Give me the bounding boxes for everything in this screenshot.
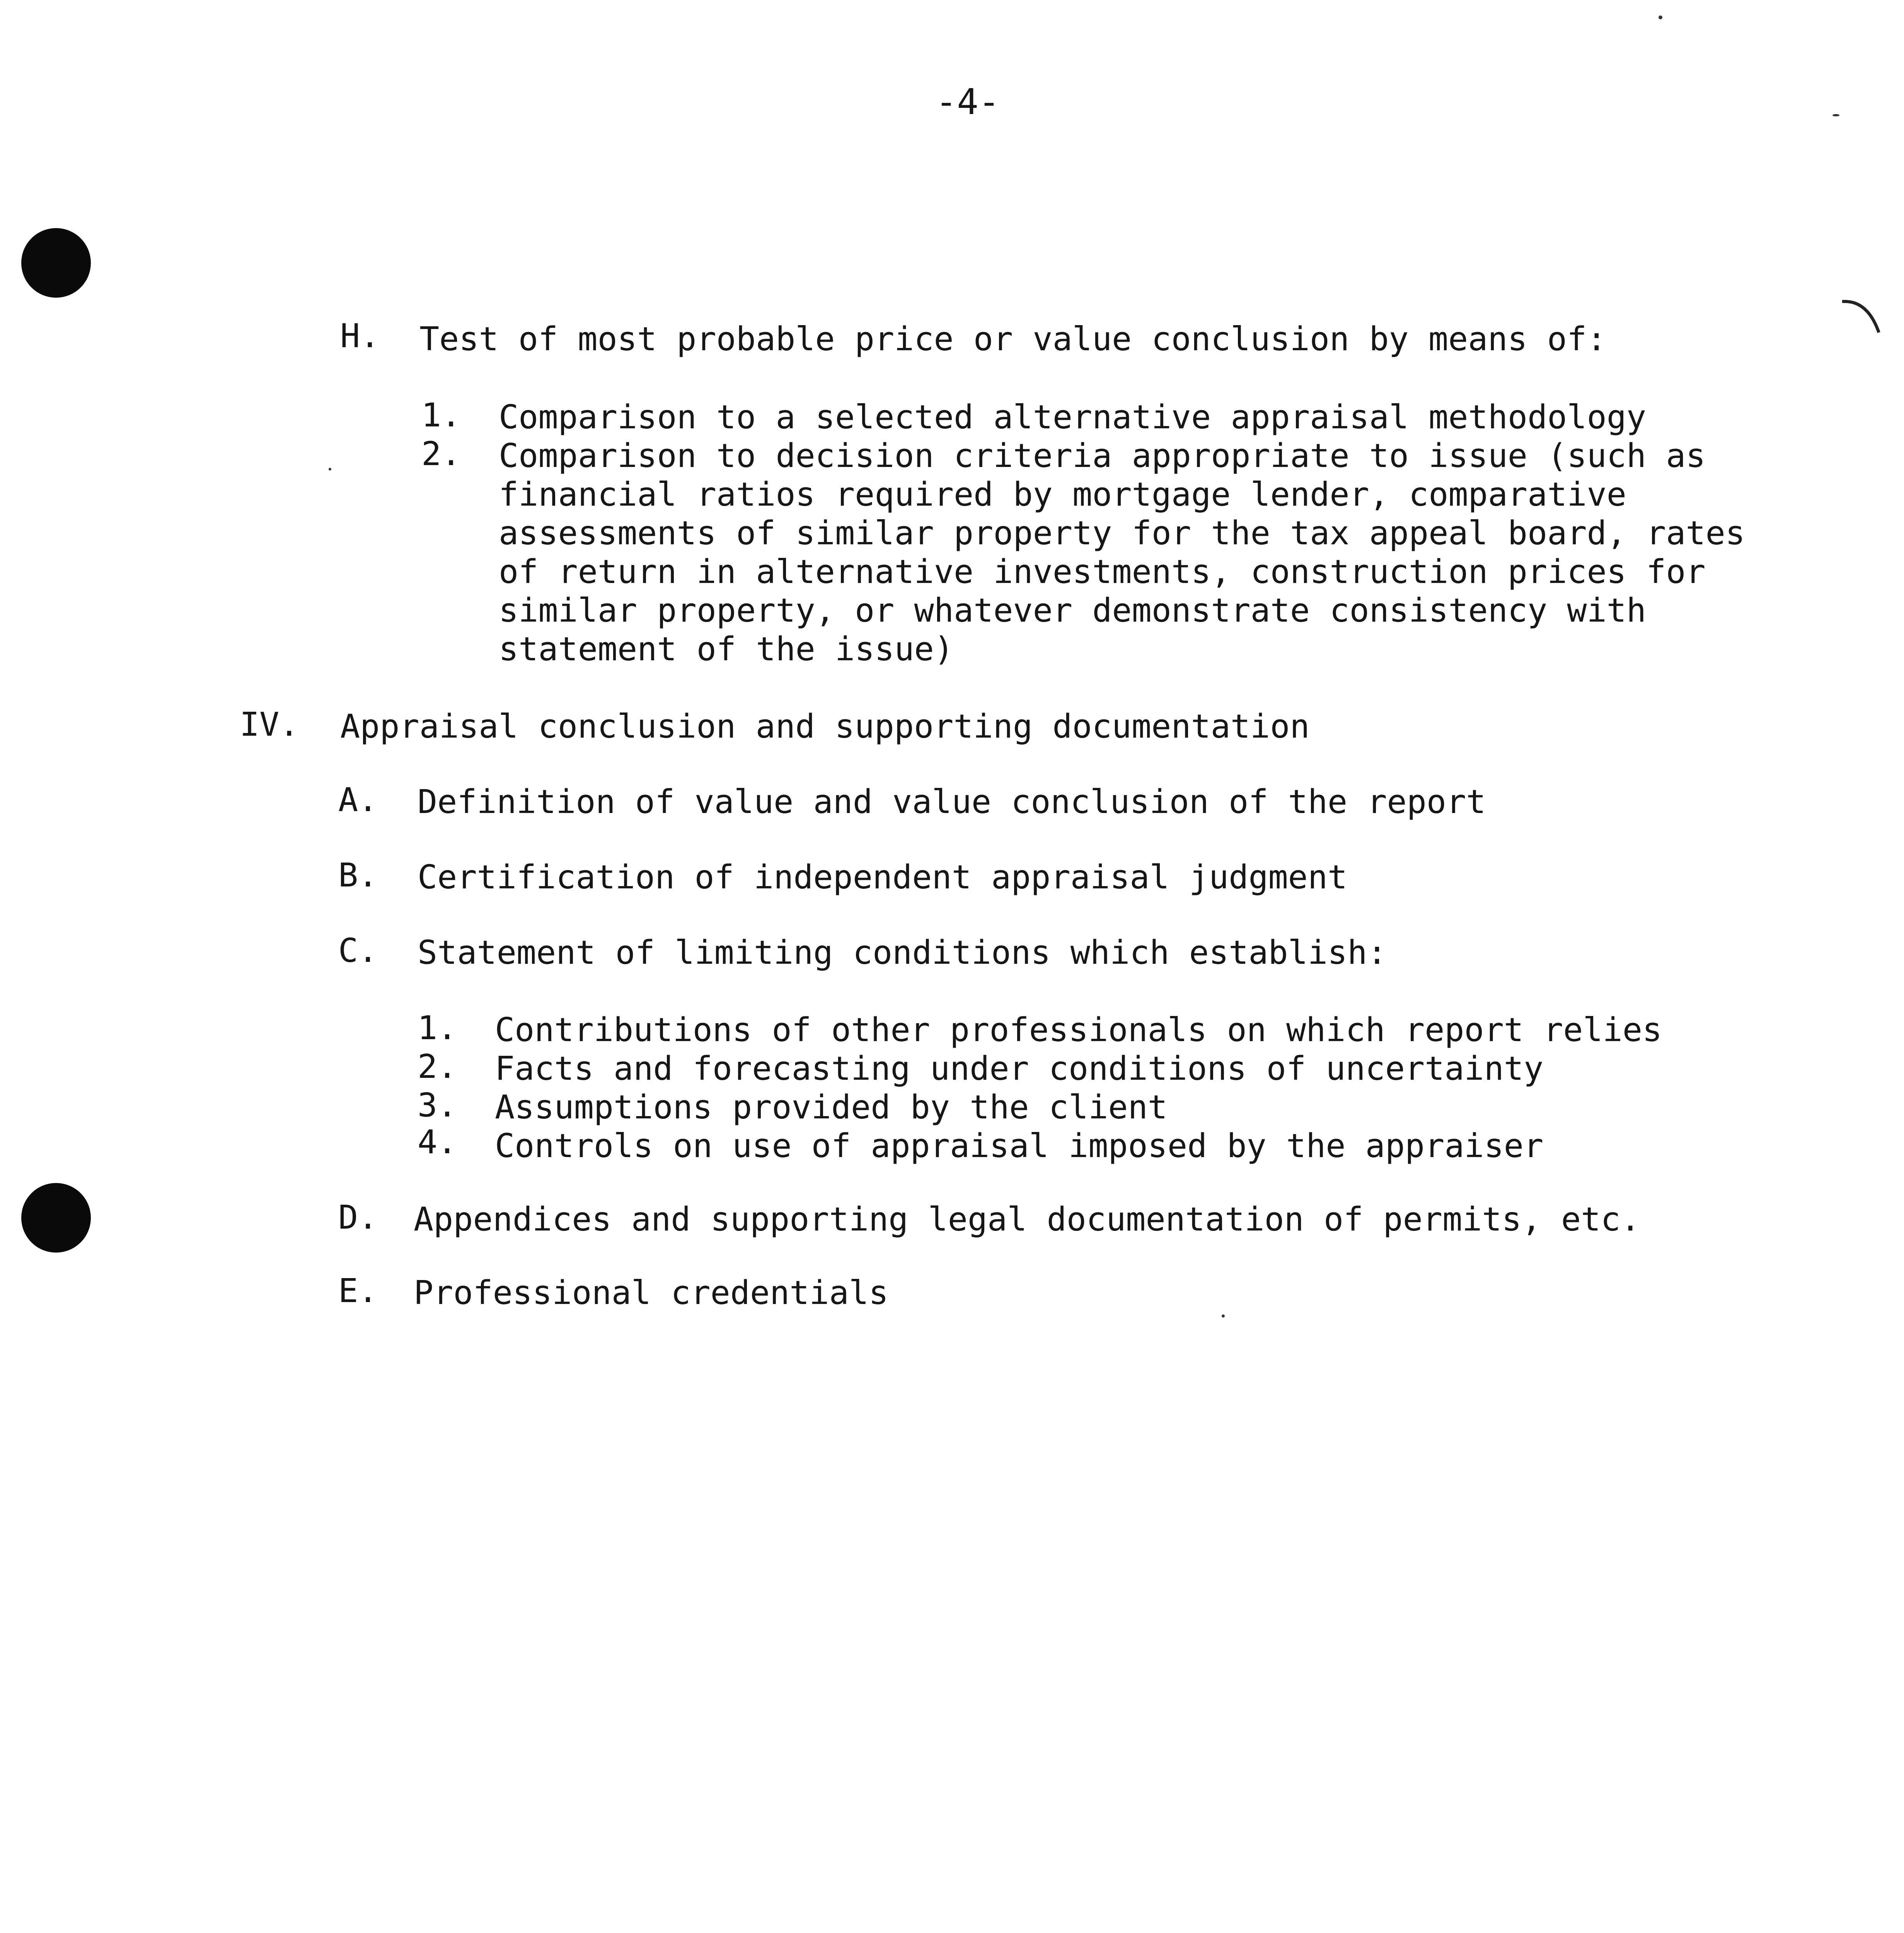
section-iv-marker: IV.: [240, 706, 299, 744]
subsection-a-text: Definition of value and value conclusion of the report: [418, 783, 1486, 821]
subsection-c-item-1-marker: 1.: [418, 1009, 457, 1047]
page-number: -4-: [936, 81, 1000, 123]
scan-speck: [1659, 15, 1662, 19]
section-h-item-2-line-2: financial ratios required by mortgage lender, comparative: [499, 476, 1626, 514]
subsection-c-item-2-text: Facts and forecasting under conditions of uncertainty: [495, 1050, 1544, 1088]
subsection-c-item-3-text: Assumptions provided by the client: [495, 1088, 1168, 1127]
scan-speck: [329, 468, 331, 470]
subsection-c-item-4-text: Controls on use of appraisal imposed by the appraiser: [495, 1127, 1544, 1165]
subsection-b-text: Certification of independent appraisal judgment: [418, 858, 1348, 897]
subsection-d-marker: D.: [338, 1198, 378, 1237]
subsection-c-item-1-text: Contributions of other professionals on which report relies: [495, 1011, 1662, 1049]
section-h-item-2-line-3: assessments of similar property for the tax appeal board, rates: [499, 514, 1745, 552]
scan-speck: [1832, 114, 1839, 116]
scan-speck: [1222, 1314, 1225, 1318]
section-h-item-2-line-1: Comparison to decision criteria appropriate to issue (such as: [499, 437, 1706, 475]
section-h-heading: Test of most probable price or value conclusion by means of:: [419, 320, 1607, 358]
subsection-d-text: Appendices and supporting legal documentation of permits, etc.: [414, 1200, 1640, 1239]
section-h-item-2-line-4: of return in alternative investments, construction prices for: [499, 553, 1706, 591]
subsection-e-text: Professional credentials: [414, 1274, 889, 1312]
section-h-item-2-line-6: statement of the issue): [499, 630, 954, 668]
section-h-item-1-marker: 1.: [421, 396, 461, 435]
subsection-c-marker: C.: [338, 932, 378, 970]
subsection-c-item-2-marker: 2.: [418, 1048, 457, 1086]
subsection-e-marker: E.: [338, 1272, 378, 1310]
subsection-b-marker: B.: [338, 856, 378, 895]
section-h-marker: H.: [340, 317, 380, 355]
subsection-a-marker: A.: [338, 781, 378, 819]
section-h-item-1-text: Comparison to a selected alternative appraisal methodology: [499, 398, 1647, 436]
section-iv-heading: Appraisal conclusion and supporting documentation: [340, 707, 1310, 746]
subsection-c-item-3-marker: 3.: [418, 1086, 457, 1125]
section-h-item-2-marker: 2.: [421, 435, 461, 473]
corner-mark-icon: [1840, 294, 1883, 336]
subsection-c-item-4-marker: 4.: [418, 1123, 457, 1161]
subsection-c-text: Statement of limiting conditions which establish:: [418, 934, 1387, 972]
section-h-item-2-line-5: similar property, or whatever demonstrate consistency with: [499, 591, 1647, 630]
binder-hole-middle: [21, 1183, 91, 1253]
binder-hole-top: [21, 228, 91, 298]
